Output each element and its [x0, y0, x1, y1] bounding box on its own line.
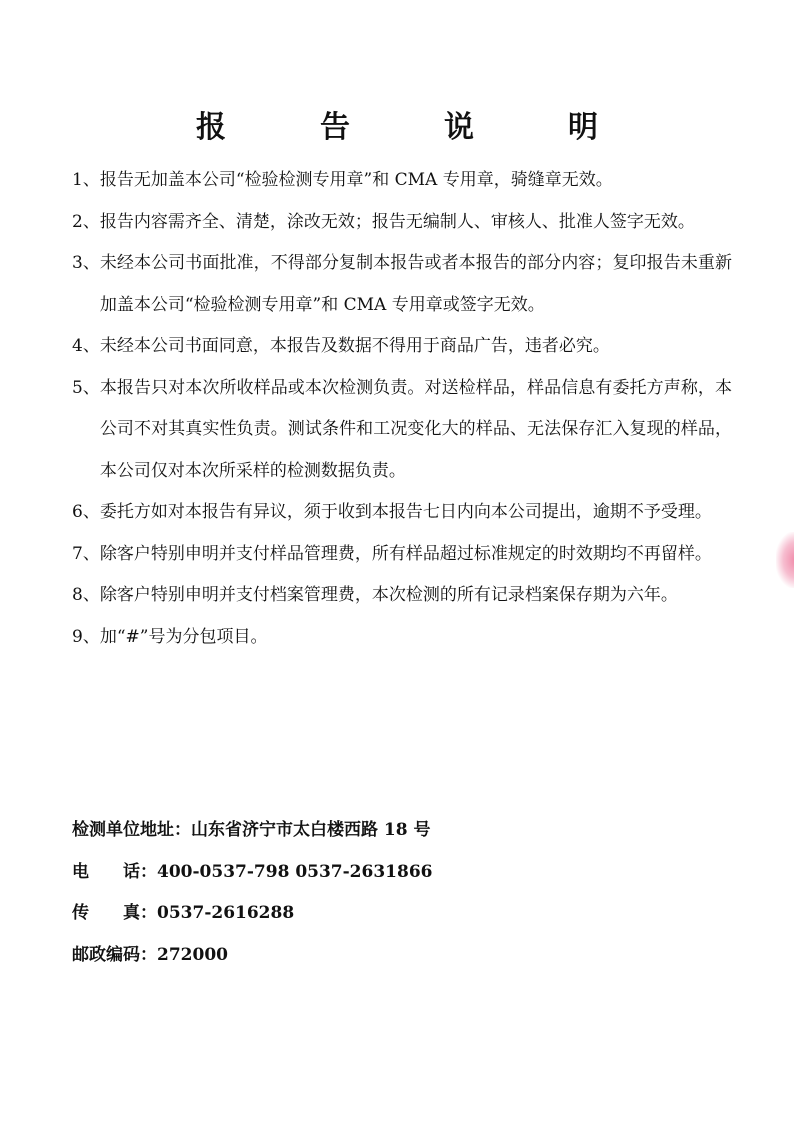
list-item [72, 243, 732, 326]
item-text: 除客户特别申明并支付档案管理费，本次检测的所有记录档案保存期为六年。 [99, 585, 678, 605]
item-number: 6、 [72, 502, 100, 522]
seal-stamp-edge-icon [776, 532, 794, 588]
item-number: 4、 [72, 336, 100, 356]
list-item [72, 326, 732, 368]
phone-line: 电 话：400-0537-798 0537-2631866 [72, 861, 433, 882]
item-text: 加“#”号为分包项目。 [99, 626, 268, 647]
page-title: 报 告 说 明 [196, 110, 630, 145]
list-item [72, 575, 732, 617]
item-text: 报告无加盖本公司“检验检测专用章”和 CMA 专用章，骑缝章无效。 [99, 170, 613, 190]
item-number: 7、 [72, 543, 100, 564]
notes-list [72, 160, 732, 658]
item-number: 9、 [72, 626, 100, 647]
address-line: 检测单位地址：山东省济宁市太白楼西路 18 号 [72, 820, 431, 840]
item-number: 8、 [72, 585, 100, 605]
list-item [72, 368, 732, 493]
item-number: 2、 [72, 211, 100, 232]
postcode-line: 邮政编码：272000 [72, 944, 228, 965]
list-item [72, 202, 732, 244]
item-text: 未经本公司书面同意，本报告及数据不得用于商品广告，违者必究。 [99, 336, 610, 356]
item-text: 报告内容需齐全、清楚，涂改无效；报告无编制人、审核人、批准人签字无效。 [99, 211, 695, 232]
item-number: 5、 [72, 377, 100, 398]
contact-info [72, 810, 732, 976]
fax-line: 传 真：0537-2616288 [72, 903, 295, 923]
list-item [72, 617, 732, 659]
item-number: 1、 [72, 170, 100, 190]
list-item [72, 492, 732, 534]
list-item [72, 160, 732, 202]
item-text: 未经本公司书面批准，不得部分复制本报告或者本报告的部分内容；复印报告未重新加盖本公司“检验检测专用章”和 CMA 专用章或签字无效。 [99, 253, 732, 315]
list-item [72, 534, 732, 576]
item-number: 3、 [72, 253, 100, 273]
item-text: 本报告只对本次所收样品或本次检测负责。对送检样品，样品信息有委托方声称，本公司不对其真实性负责。测试条件和工况变化大的样品、无法保存汇入复现的样品，本公司仅对本次所采样的检测数据负责。 [99, 377, 732, 481]
item-text: 委托方如对本报告有异议，须于收到本报告七日内向本公司提出，逾期不予受理。 [99, 502, 712, 522]
item-text: 除客户特别申明并支付样品管理费，所有样品超过标准规定的时效期均不再留样。 [99, 543, 712, 564]
